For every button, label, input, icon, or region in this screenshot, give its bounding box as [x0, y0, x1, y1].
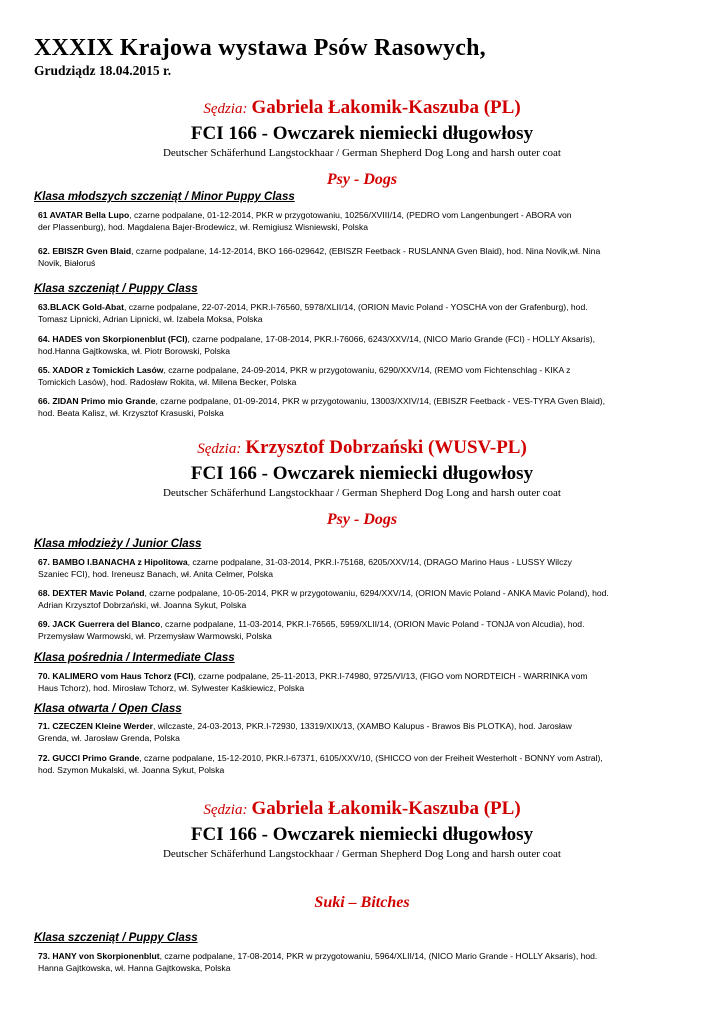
- entry-details: , czarne podpalane, 24-09-2014, PKR w przygotowaniu, 6290/XXV/14, (REMO vom Fichtenschlag - KIKA z: [163, 365, 571, 375]
- class-heading: Klasa młodszych szczeniąt / Minor Puppy Class: [34, 191, 295, 203]
- entry-name: 69. JACK Guerrera del Blanco: [38, 619, 161, 629]
- judge-section-3: [0, 797, 724, 861]
- judge-line: [0, 96, 724, 121]
- entry-name: 63.BLACK Gold-Abat: [38, 302, 124, 312]
- judge-section-2: [0, 436, 724, 500]
- entry: [38, 619, 690, 642]
- entry-details: , czarne podpalane, 10-05-2014, PKR w przygotowaniu, 6294/XXV/14, (ORION Mavic Poland - ANKA Mavic Poland), hod.: [144, 588, 609, 598]
- judge-prefix: Sędzia:: [203, 101, 248, 117]
- entry-name: 68. DEXTER Mavic Poland: [38, 588, 145, 598]
- breed-title: FCI 166 - Owczarek niemiecki długowłosy: [190, 463, 534, 484]
- class-heading: Klasa szczeniąt / Puppy Class: [34, 283, 198, 295]
- entry-details-2: Grenda, wł. Jarosław Grenda, Polska: [38, 732, 180, 743]
- entry-name: 66. ZIDAN Primo mio Grande: [38, 396, 156, 406]
- sex-heading: Psy - Dogs: [326, 171, 398, 188]
- judge-line: [0, 797, 724, 822]
- entry-details-2: hod. Szymon Mukalski, wł. Joanna Sykut, Polska: [38, 764, 225, 775]
- class-heading: Klasa szczeniąt / Puppy Class: [34, 932, 198, 944]
- entry-details-2: Szaniec FCI), hod. Ireneusz Banach, wł. Anita Celmer, Polska: [38, 568, 274, 579]
- breed-subtitle: Deutscher Schäferhund Langstockhaar / German Shepherd Dog Long and harsh outer coat: [162, 848, 561, 860]
- sex-heading: Psy - Dogs: [326, 511, 398, 528]
- entry-name: 73. HANY von Skorpionenblut: [38, 951, 160, 961]
- entry: [38, 246, 690, 269]
- breed-title: FCI 166 - Owczarek niemiecki długowłosy: [190, 824, 534, 845]
- sex-heading: Suki – Bitches: [314, 894, 410, 911]
- class-heading: Klasa otwarta / Open Class: [34, 703, 182, 715]
- entry-name: 64. HADES von Skorpionenblut (FCI): [38, 334, 188, 344]
- entry-name: 71. CZECZEN Kleine Werder: [38, 721, 153, 731]
- entry-details-2: hod.Hanna Gajtkowska, wł. Piotr Borowski, Polska: [38, 345, 231, 356]
- entry-details: , czarne podpalane, 25-11-2013, PKR.I-74980, 9725/VI/13, (FIGO vom NORDTEICH - WARRINKA vom: [193, 671, 588, 681]
- entry-details: , czarne podpalane, 01-12-2014, PKR w przygotowaniu, 10256/XVIII/14, (PEDRO vom Langenbungert - ABORA von: [129, 210, 572, 220]
- entry: [38, 557, 690, 580]
- entry: [38, 210, 690, 233]
- entry-details: , czarne podpalane, 31-03-2014, PKR.I-75168, 6205/XXV/14, (DRAGO Marino Haus - LUSSY Wilczy: [187, 557, 572, 567]
- entry-details: , czarne podpalane, 14-12-2014, BKO 166-029642, (EBISZR Feetback - RUSLANNA Gven Blaid), hod. Nina Novik,wł. Nina: [131, 246, 601, 256]
- entry: [38, 671, 690, 694]
- entry-details: , czarne podpalane, 17-08-2014, PKR w przygotowaniu, 5964/XLII/14, (NICO Mario Grande - HOLLY Aksaris), hod.: [159, 951, 598, 961]
- entry: [38, 721, 690, 744]
- entry-details: , czarne podpalane, 22-07-2014, PKR.I-76560, 5978/XLII/14, (ORION Mavic Poland - YOSCHA von der Grafenburg), hod.: [123, 302, 588, 312]
- class-heading: Klasa młodzieży / Junior Class: [34, 538, 202, 550]
- judge-prefix: Sędzia:: [197, 441, 242, 457]
- entry-details-2: Novik, Białoruś: [38, 257, 96, 268]
- entry-name: 70. KALIMERO vom Haus Tchorz (FCI): [38, 671, 194, 681]
- breed-title: FCI 166 - Owczarek niemiecki długowłosy: [190, 123, 534, 144]
- judge-name: Krzysztof Dobrzański (WUSV-PL): [245, 437, 527, 458]
- page-title: XXXIX Krajowa wystawa Psów Rasowych,: [34, 35, 486, 61]
- entry-details-2: Hanna Gajtkowska, wł. Hanna Gajtkowska, Polska: [38, 962, 231, 973]
- judge-name: Gabriela Łakomik-Kaszuba (PL): [251, 97, 521, 118]
- entry-details: , wilczaste, 24-03-2013, PKR.I-72930, 13319/XIX/13, (XAMBO Kalupus - Brawos Bis PLOTKA), hod. Jarosław: [152, 721, 572, 731]
- breed-subtitle: Deutscher Schäferhund Langstockhaar / German Shepherd Dog Long and harsh outer coat: [162, 147, 561, 159]
- entry-name: 72. GUCCI Primo Grande: [38, 753, 140, 763]
- entry-details: , czarne podpalane, 17-08-2014, PKR.I-76066, 6243/XXV/14, (NICO Mario Grande (FCI) - HOLLY Aksaris),: [187, 334, 596, 344]
- entry-details-2: Tomickich Lasów), hod. Radosław Rokita, wł. Milena Becker, Polska: [38, 376, 297, 387]
- entry-details-2: Przemysław Warmowski, wł. Przemysław Warmowski, Polska: [38, 630, 272, 641]
- entry-details: , czarne podpalane, 15-12-2010, PKR.I-67371, 6105/XXV/10, (SHICCO von der Freiheit Westerholt - BONNY vom Astral),: [139, 753, 603, 763]
- entry: [38, 588, 690, 611]
- judge-name: Gabriela Łakomik-Kaszuba (PL): [251, 798, 521, 819]
- entry: [38, 951, 690, 974]
- judge-section-1: [0, 96, 724, 160]
- entry-name: 67. BAMBO I.BANACHA z Hipolitowa: [38, 557, 188, 567]
- entry-details-2: der Plassenburg), hod. Magdalena Bajer-Brodewicz, wł. Remigiusz Wisniewski, Polska: [38, 221, 369, 232]
- entry: [38, 365, 690, 388]
- entry: [38, 302, 690, 325]
- entry: [38, 753, 690, 776]
- entry-name: 61 AVATAR Bella Lupo: [38, 210, 130, 220]
- entry: [38, 396, 690, 419]
- entry-details-2: hod. Beata Kalisz, wł. Krzysztof Krasuski, Polska: [38, 407, 224, 418]
- breed-subtitle: Deutscher Schäferhund Langstockhaar / German Shepherd Dog Long and harsh outer coat: [162, 487, 561, 499]
- entry-details-2: Adrian Krzysztof Dobrzański, wł. Joanna Sykut, Polska: [38, 599, 247, 610]
- entry-details-2: Haus Tchorz), hod. Mirosław Tchorz, wł. Sylwester Kaśkiewicz, Polska: [38, 682, 305, 693]
- class-heading: Klasa pośrednia / Intermediate Class: [34, 652, 235, 664]
- entry-details: , czarne podpalane, 11-03-2014, PKR.I-76565, 5959/XLII/14, (ORION Mavic Poland - TONJA von Alcudia), hod.: [160, 619, 585, 629]
- judge-line: [0, 436, 724, 461]
- entry-details-2: Tomasz Lipnicki, Adrian Lipnicki, wł. Izabela Moksa, Polska: [38, 313, 263, 324]
- page-subtitle: Grudziądz 18.04.2015 r.: [34, 63, 172, 78]
- entry-name: 62. EBISZR Gven Blaid: [38, 246, 132, 256]
- entry: [38, 334, 690, 357]
- entry-details: , czarne podpalane, 01-09-2014, PKR w przygotowaniu, 13003/XXIV/14, (EBISZR Feetback - VES-TYRA Gven Blaid),: [155, 396, 605, 406]
- judge-prefix: Sędzia:: [203, 802, 248, 818]
- entry-name: 65. XADOR z Tomickich Lasów: [38, 365, 164, 375]
